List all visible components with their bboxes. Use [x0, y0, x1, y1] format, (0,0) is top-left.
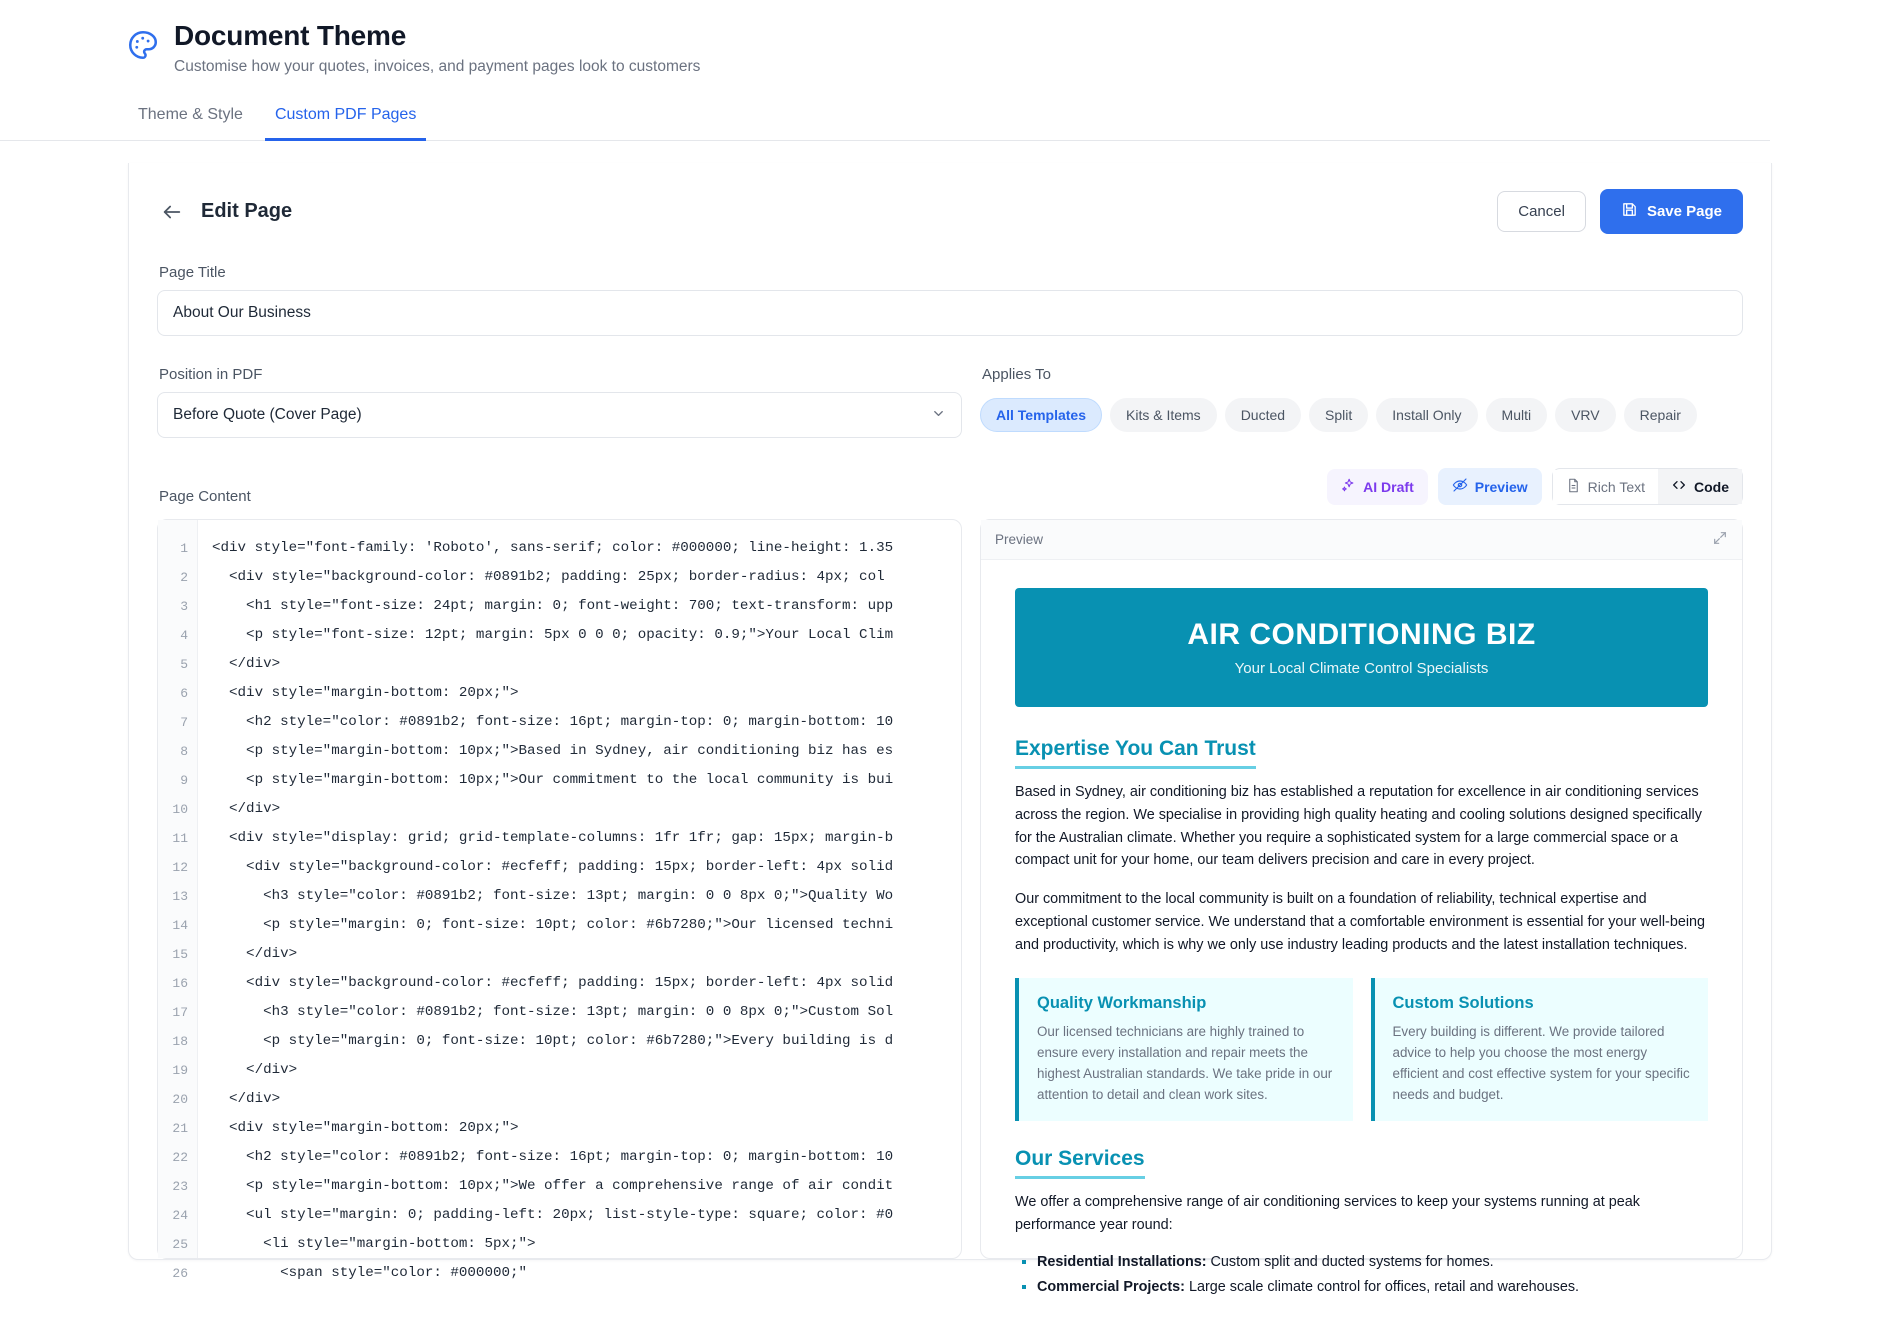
pdf-banner-title: AIR CONDITIONING BIZ: [1187, 618, 1536, 651]
code-line[interactable]: </div>: [212, 1062, 298, 1078]
list-item-rest: Large scale climate control for offices, retail and warehouses.: [1184, 1278, 1580, 1295]
code-text[interactable]: [198, 520, 961, 1281]
preview-panel-header: [981, 520, 1742, 560]
document-icon: [1566, 478, 1581, 496]
code-line-number: 15: [172, 947, 188, 962]
pdf-section-services: [1015, 1147, 1708, 1296]
code-line[interactable]: <li style="margin-bottom: 5px;">: [212, 1236, 536, 1252]
code-label: Code: [1694, 478, 1729, 495]
code-line-number: 6: [180, 686, 188, 701]
chip-multi[interactable]: Multi: [1486, 398, 1548, 432]
code-line-number: 26: [172, 1266, 188, 1281]
position-in-pdf-select[interactable]: [157, 392, 962, 438]
chip-repair[interactable]: Repair: [1624, 398, 1697, 432]
preview-panel-label: Preview: [995, 532, 1044, 547]
code-editor[interactable]: [157, 519, 962, 1281]
list-item-bold: Residential Installations:: [1037, 1253, 1207, 1270]
eye-off-icon: [1452, 477, 1468, 496]
list-item: [1037, 1253, 1708, 1271]
code-line-number: 18: [172, 1034, 188, 1049]
code-line[interactable]: <ul style="margin: 0; padding-left: 20px; list-style-type: square; color: #0: [212, 1207, 894, 1223]
chip-split[interactable]: Split: [1309, 398, 1368, 432]
code-line[interactable]: <h2 style="color: #0891b2; font-size: 16pt; margin-top: 0; margin-bottom: 10: [212, 714, 894, 730]
save-page-button[interactable]: [1600, 189, 1743, 234]
applies-to-chip-group: [980, 392, 1743, 438]
code-line[interactable]: <p style="margin-bottom: 10px;">Our commitment to the local community is bui: [212, 772, 894, 788]
content-toolbar: [1327, 468, 1743, 505]
pdf-feature-cards: [1015, 978, 1708, 1121]
cancel-button[interactable]: [1497, 191, 1586, 232]
code-line-number: 11: [172, 831, 188, 846]
code-line[interactable]: <div style="background-color: #0891b2; padding: 25px; border-radius: 4px; col: [212, 569, 885, 585]
page-header: [0, 0, 1900, 76]
preview-toggle-button[interactable]: [1438, 468, 1542, 505]
list-item-bold: Commercial Projects:: [1037, 1278, 1185, 1295]
tab-theme-style[interactable]: Theme & Style: [138, 106, 243, 123]
preview-toggle-label: Preview: [1474, 478, 1528, 495]
code-line[interactable]: <p style="margin-bottom: 10px;">Based in Sydney, air conditioning biz has es: [212, 743, 894, 759]
editor-preview-panes: [157, 519, 1743, 1295]
code-line[interactable]: <h3 style="color: #0891b2; font-size: 13pt; margin: 0 0 8px 0;">Custom Sol: [212, 1004, 894, 1020]
chip-all-templates[interactable]: All Templates: [980, 398, 1102, 432]
code-line[interactable]: </div>: [212, 946, 298, 962]
edit-page-card: [128, 163, 1772, 1295]
code-line-number: 10: [172, 802, 188, 817]
code-line-number: 20: [172, 1092, 188, 1107]
preview-document: [981, 560, 1742, 1331]
ai-draft-label: AI Draft: [1363, 478, 1414, 495]
pdf-services-list: [1015, 1253, 1708, 1296]
pdf-card-title: Custom Solutions: [1392, 994, 1534, 1013]
rich-text-mode-button[interactable]: [1553, 470, 1658, 504]
code-line-number: 14: [172, 918, 188, 933]
page-subtitle: Customise how your quotes, invoices, and payment pages look to customers: [174, 58, 701, 75]
code-line[interactable]: <div style="font-family: 'Roboto', sans-serif; color: #000000; line-height: 1.35: [212, 540, 894, 556]
code-line-number: 22: [172, 1150, 188, 1165]
chip-kits-items[interactable]: Kits & Items: [1110, 398, 1217, 432]
page-content-label: Page Content: [159, 488, 251, 505]
code-line[interactable]: <div style="background-color: #ecfeff; padding: 15px; border-left: 4px solid: [212, 859, 894, 875]
code-line[interactable]: <span style="color: #000000;": [212, 1265, 528, 1281]
code-line[interactable]: </div>: [212, 656, 281, 672]
code-line-number: 1: [180, 541, 188, 556]
code-line-number: 21: [172, 1121, 188, 1136]
code-mode-button[interactable]: [1658, 469, 1742, 504]
pdf-card-text: Our licensed technicians are highly trained to ensure every installation and repair meets the highest Australian standards. We take pride in our attention to detail and clean work sites.: [1037, 1024, 1333, 1102]
floppy-disk-icon: [1621, 201, 1638, 222]
pdf-banner: [1015, 588, 1708, 707]
code-line[interactable]: <div style="display: grid; grid-template-columns: 1fr 1fr; gap: 15px; margin-b: [212, 830, 894, 846]
sparkles-icon: [1341, 478, 1356, 496]
preview-panel: [980, 519, 1743, 1295]
ai-draft-button[interactable]: [1327, 469, 1428, 505]
pdf-paragraph-2: Our commitment to the local community is built on a foundation of reliability, technical expertise and exceptional customer service. We understand that a comfortable environment is essential for your well-being and productivity, which is why we only use industry leading products and the latest installation techniques.: [1015, 891, 1706, 953]
code-line[interactable]: <div style="background-color: #ecfeff; padding: 15px; border-left: 4px solid: [212, 975, 894, 991]
chip-vrv[interactable]: VRV: [1555, 398, 1616, 432]
pdf-heading-services: Our Services: [1015, 1147, 1145, 1179]
code-line-number: 13: [172, 889, 188, 904]
code-line[interactable]: <p style="margin: 0; font-size: 10pt; color: #6b7280;">Our licensed techni: [212, 917, 894, 933]
pdf-section-expertise: [1015, 737, 1708, 956]
pdf-heading-expertise: Expertise You Can Trust: [1015, 737, 1256, 769]
code-line-number: 24: [172, 1208, 188, 1223]
edit-page-title: Edit Page: [201, 200, 293, 222]
code-line-number: 25: [172, 1237, 188, 1252]
code-line[interactable]: <p style="font-size: 12pt; margin: 5px 0 0 0; opacity: 0.9;">Your Local Clim: [212, 627, 894, 643]
code-line-number: 9: [180, 773, 188, 788]
position-in-pdf-value: Before Quote (Cover Page): [173, 406, 362, 423]
pdf-card-text: Every building is different. We provide tailored advice to help you choose the most energy efficient and cost effective system for your specific needs and budget.: [1392, 1024, 1690, 1102]
page-title: Document Theme: [174, 20, 407, 51]
page-content-row: [157, 468, 1743, 505]
angle-brackets-icon: [1671, 477, 1687, 496]
code-line-number: 17: [172, 1005, 188, 1020]
page-title-input[interactable]: [157, 290, 1743, 336]
position-in-pdf-label: Position in PDF: [159, 366, 263, 383]
code-line-numbers: [158, 520, 198, 1281]
pdf-paragraph-1: Based in Sydney, air conditioning biz has established a reputation for excellence in air conditioning services across the region. We specialise in providing high quality heating and cooling solutions designed specifically for the Australian climate. Whether you require a sophisticated system for a large commercial space or a compact unit for your home, our team delivers precision and care in every project.: [1015, 784, 1702, 869]
code-line-number: 23: [172, 1179, 188, 1194]
code-line[interactable]: <h2 style="color: #0891b2; font-size: 16pt; margin-top: 0; margin-bottom: 10: [212, 1149, 894, 1165]
code-line[interactable]: <h3 style="color: #0891b2; font-size: 13pt; margin: 0 0 8px 0;">Quality Wo: [212, 888, 894, 904]
pdf-card-title: Quality Workmanship: [1037, 994, 1207, 1013]
chip-ducted[interactable]: Ducted: [1225, 398, 1301, 432]
code-line[interactable]: <div style="margin-bottom: 20px;">: [212, 685, 519, 701]
pdf-card-custom-solutions: [1371, 978, 1709, 1121]
pdf-services-paragraph: We offer a comprehensive range of air conditioning services to keep your systems running at peak performance year round:: [1015, 1194, 1640, 1234]
code-line-number: 8: [180, 744, 188, 759]
page-title-value: About Our Business: [173, 304, 311, 321]
arrow-left-icon[interactable]: [161, 201, 183, 223]
editor-mode-group: [1552, 468, 1743, 505]
code-line-number: 7: [180, 715, 188, 730]
pdf-banner-subtitle: Your Local Climate Control Specialists: [1234, 660, 1489, 677]
code-line-number: 16: [172, 976, 188, 991]
code-line-number: 19: [172, 1063, 188, 1078]
tab-bar: [0, 100, 1770, 141]
chevron-down-icon: [931, 406, 946, 424]
applies-to-label: Applies To: [982, 366, 1051, 383]
list-item: [1037, 1278, 1708, 1296]
code-line[interactable]: </div>: [212, 801, 281, 817]
page-title-label: Page Title: [159, 264, 226, 281]
code-line[interactable]: <p style="margin: 0; font-size: 10pt; color: #6b7280;">Every building is d: [212, 1033, 894, 1049]
code-line[interactable]: <h1 style="font-size: 24pt; margin: 0; font-weight: 700; text-transform: upp: [212, 598, 894, 614]
chip-install-only[interactable]: Install Only: [1376, 398, 1477, 432]
expand-icon[interactable]: [1712, 530, 1728, 549]
pdf-card-quality-workmanship: [1015, 978, 1353, 1121]
code-line[interactable]: <div style="margin-bottom: 20px;">: [212, 1120, 519, 1136]
list-item-rest: Custom split and ducted systems for homes.: [1206, 1253, 1494, 1270]
edit-page-toolbar: [157, 189, 1743, 234]
palette-icon: [126, 28, 160, 62]
code-line-number: 4: [180, 628, 188, 643]
cancel-button-label: Cancel: [1518, 203, 1565, 220]
rich-text-label: Rich Text: [1587, 478, 1645, 495]
code-line-number: 3: [180, 599, 188, 614]
save-page-label: Save Page: [1646, 203, 1722, 220]
tab-custom-pdf-pages[interactable]: Custom PDF Pages: [265, 100, 426, 141]
code-line-number: 5: [180, 657, 188, 672]
code-line-number: 12: [172, 860, 188, 875]
code-line[interactable]: <p style="margin-bottom: 10px;">We offer a comprehensive range of air condit: [212, 1178, 894, 1194]
code-line[interactable]: </div>: [212, 1091, 281, 1107]
code-line-number: 2: [180, 570, 188, 585]
